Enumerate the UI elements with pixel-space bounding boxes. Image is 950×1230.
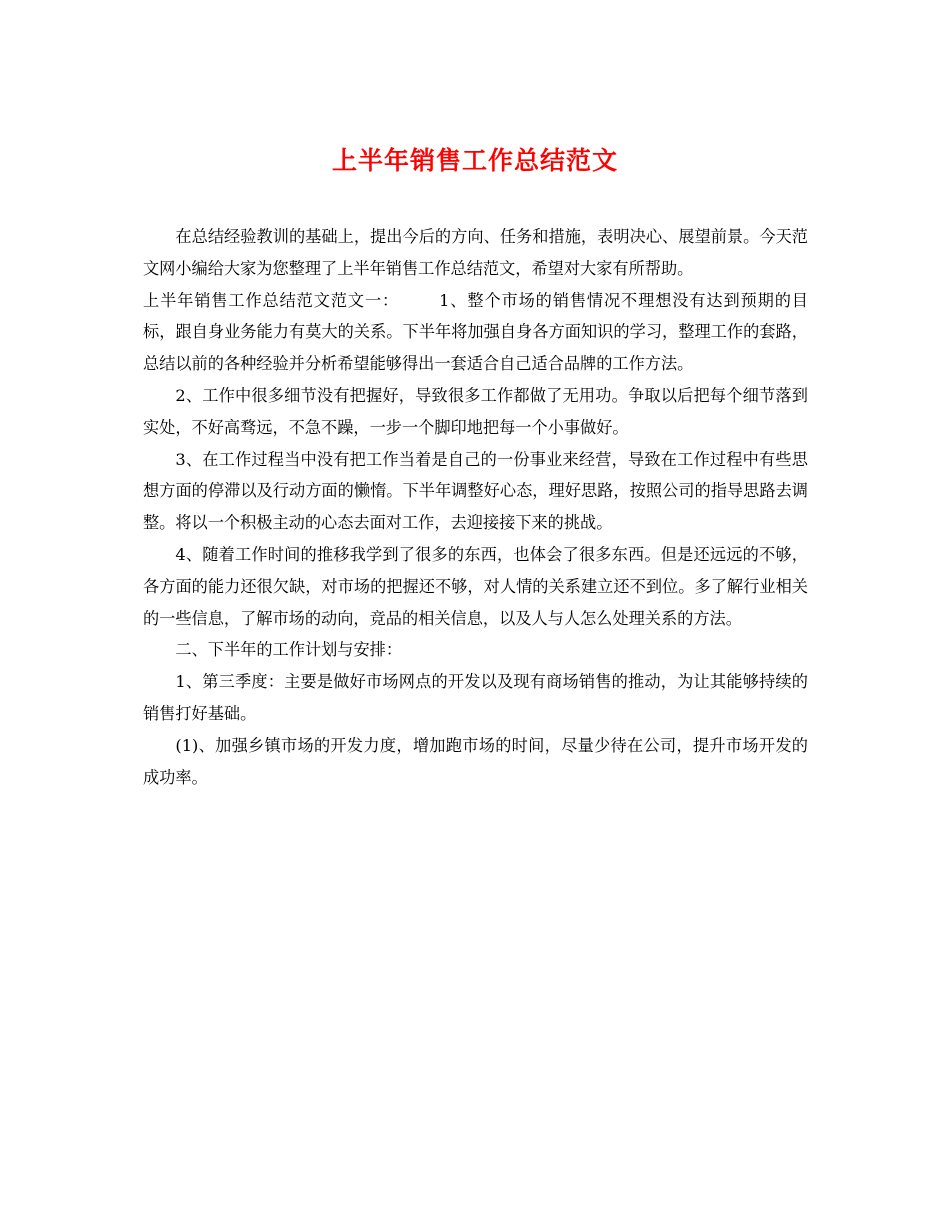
plan-item-1-paragraph: 1、第三季度：主要是做好市场网点的开发以及现有商场销售的推动，为让其能够持续的销售打好基础。 <box>143 672 808 723</box>
section-heading-paragraph <box>143 285 808 380</box>
intro-paragraph: 在总结经验教训的基础上，提出今后的方向、任务和措施，表明决心、展望前景。今天范文网小编给大家为您整理了上半年销售工作总结范文，希望对大家有所帮助。 <box>143 227 808 278</box>
point-1-text: 1、整个市场的销售情况不理想没有达到预期的目标，跟自身业务能力有莫大的关系。下半年将加强自身各方面知识的学习，整理工作的套路，总结以前的各种经验并分析希望能够得出一套适合自己适合品牌的工作方法。 <box>143 290 808 374</box>
plan-heading-paragraph: 二、下半年的工作计划与安排： <box>175 640 403 660</box>
plan-subitem-1-paragraph: (1)、加强乡镇市场的开发力度，增加跑市场的时间，尽量少待在公司，提升市场开发的成功率。 <box>143 735 808 787</box>
document-title: 上半年销售工作总结范文 <box>331 146 618 175</box>
section-heading: 上半年销售工作总结范文范文一： <box>143 290 400 310</box>
document-body <box>143 221 808 793</box>
point-4-paragraph: 4、随着工作时间的推移我学到了很多的东西，也体会了很多东西。但是还远远的不够，各方面的能力还很欠缺，对市场的把握还不够，对人情的关系建立还不到位。多了解行业相关的一些信息，了解市场的动向，竞品的相关信息，以及人与人怎么处理关系的方法。 <box>143 544 808 628</box>
point-3-paragraph: 3、在工作过程当中没有把工作当着是自己的一份事业来经营，导致在工作过程中有些思想方面的停滞以及行动方面的懒惰。下半年调整好心态，理好思路，按照公司的指导思路去调整。将以一个积极主动的心态去面对工作，去迎接接下来的挑战。 <box>143 449 808 533</box>
point-2-paragraph: 2、工作中很多细节没有把握好，导致很多工作都做了无用功。争取以后把每个细节落到实处，不好高骛远，不急不躁，一步一个脚印地把每一个小事做好。 <box>143 385 808 437</box>
